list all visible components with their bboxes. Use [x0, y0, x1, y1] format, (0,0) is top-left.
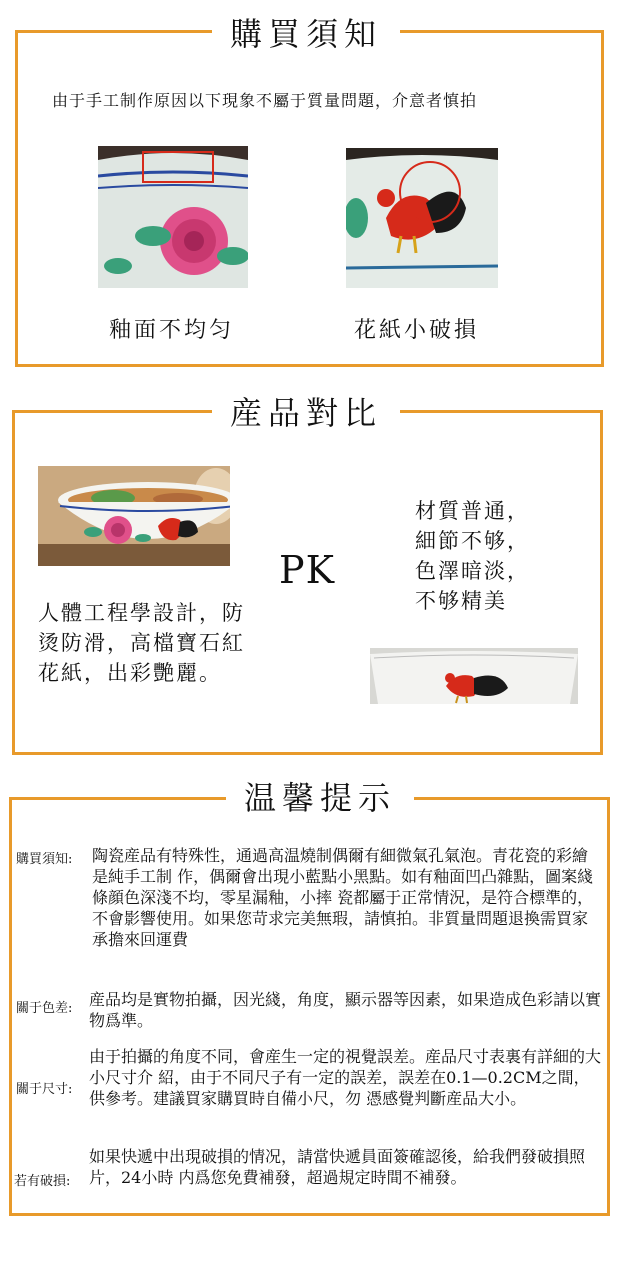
notice-title: 購買須知 — [212, 14, 400, 54]
tips-title: 温馨提示 — [226, 778, 414, 818]
glaze-defect-photo — [98, 146, 248, 288]
comparison-title: 産品對比 — [212, 393, 400, 433]
tip-label-damage: 若有破損: — [14, 1174, 71, 1189]
tip-label-size: 關于尺寸: — [16, 1082, 73, 1097]
decal-caption: 花紙小破損 — [354, 318, 480, 343]
ordinary-bowl-photo — [370, 648, 578, 704]
decal-damage-photo — [346, 148, 498, 288]
notice-subtitle: 由于手工制作原因以下現象不屬于質量問題，介意者慎拍 — [52, 91, 478, 110]
tip-text-color: 産品均是實物拍攝，因光綫，角度，顯示器等因素，如果造成色彩請以實物爲準。 — [89, 990, 602, 1030]
tip-text-damage: 如果快遞中出現破損的情况，請當快遞員面簽確認後，給我們發破損照片，24小時 内爲您免費補發，超過規定時間不補發。 — [89, 1147, 586, 1187]
bad-product-text: 材質普通，細節不够，色澤暗淡，不够精美 — [415, 499, 530, 613]
glaze-caption: 釉面不均匀 — [109, 318, 235, 343]
tip-label-purchase: 購買須知: — [16, 852, 73, 867]
tip-text-purchase: 陶瓷産品有特殊性，通過高温燒制偶爾有細微氣孔氣泡。青花瓷的彩繪是純手工制 作，偶爾會出現小藍點小黑點。如有釉面凹凸雜點，圖案綫條顔色深淺不均，零星漏釉，小摔 瓷都屬于正常情況，是符合標準的，不會影響使用。如果您苛求完美無瑕，請慎拍。非質量問題退換需買家承擔來回運費 — [92, 846, 594, 949]
product-bowl-photo — [38, 466, 230, 566]
good-product-text: 人體工程學設計，防烫防滑，高檔寶石紅花紙，出彩艷麗。 — [38, 601, 245, 685]
pk-label: PK — [279, 548, 335, 592]
tip-label-color: 關于色差: — [16, 1001, 73, 1016]
tip-text-size: 由于拍攝的角度不同，會産生一定的視覺誤差。産品尺寸表裏有詳細的大小尺寸介 紹，由于不同尺子有一定的誤差，誤差在0.1—0.2CM之間，供參考。建議買家購買時自備小尺，勿 憑感覺判斷産品大小。 — [89, 1047, 602, 1108]
